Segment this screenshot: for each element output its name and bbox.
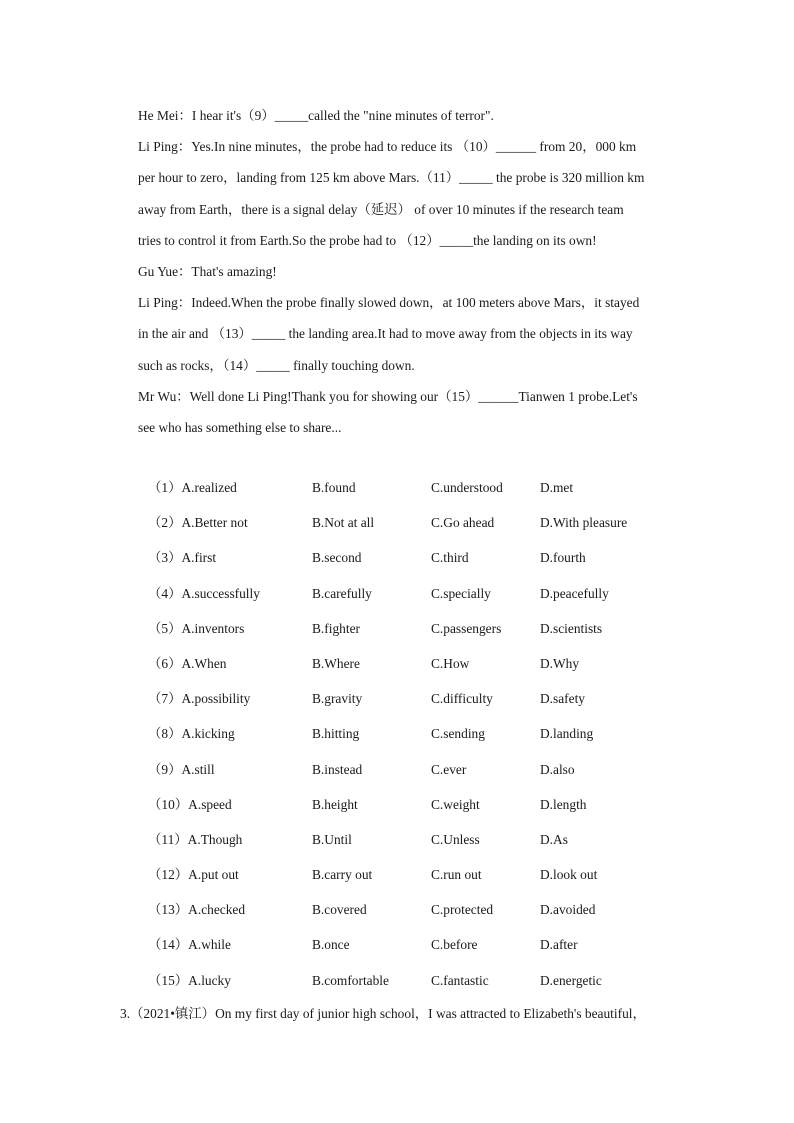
option-b: B.found bbox=[312, 480, 356, 495]
option-row-8 bbox=[148, 721, 668, 756]
option-row-4 bbox=[148, 581, 668, 616]
dialogue-line-7: Li Ping：Indeed.When the probe finally slowed down，at 100 meters above Mars，it stayed bbox=[138, 295, 640, 311]
option-c: C.understood bbox=[431, 480, 503, 495]
option-d: D.scientists bbox=[540, 620, 603, 636]
option-d: D.fourth bbox=[540, 550, 586, 566]
option-row-3 bbox=[148, 545, 668, 580]
option-c: C.sending bbox=[431, 726, 485, 742]
option-row-7 bbox=[148, 686, 668, 721]
option-row-10 bbox=[148, 792, 668, 827]
option-b: B.hitting bbox=[312, 726, 360, 742]
option-c: C.Unless bbox=[431, 831, 480, 847]
option-d: D.length bbox=[540, 796, 587, 812]
dialogue-line-2: Li Ping：Yes.In nine minutes，the probe had to reduce its （10）______ from 20，000 km bbox=[138, 139, 637, 155]
option-row-13 bbox=[148, 897, 668, 932]
option-d: D.With pleasure bbox=[540, 515, 628, 531]
option-c: C.before bbox=[431, 937, 478, 953]
option-c: C.Go ahead bbox=[431, 515, 495, 531]
option-b: B.fighter bbox=[312, 620, 360, 636]
option-c: C.run out bbox=[431, 867, 482, 883]
option-c: C.third bbox=[431, 550, 469, 566]
option-a: （6）A.When bbox=[148, 655, 227, 671]
option-a: （5）A.inventors bbox=[148, 620, 245, 636]
option-a: （12）A.put out bbox=[148, 867, 239, 883]
option-a: （15）A.lucky bbox=[148, 972, 231, 988]
option-row-12 bbox=[148, 862, 668, 897]
dialogue-line-11: see who has something else to share... bbox=[138, 420, 342, 436]
dialogue-line-4: away from Earth，there is a signal delay（延迟） of over 10 minutes if the research team bbox=[138, 201, 624, 217]
option-c: C.difficulty bbox=[431, 691, 493, 707]
option-d: D.safety bbox=[540, 691, 585, 707]
option-b: B.gravity bbox=[312, 691, 363, 707]
option-b: B.second bbox=[312, 550, 362, 566]
dialogue-line-6: Gu Yue：That's amazing! bbox=[138, 264, 277, 280]
option-d: D.met bbox=[540, 480, 574, 495]
option-a: （1）A.realized bbox=[148, 480, 237, 495]
option-b: B.comfortable bbox=[312, 972, 389, 988]
option-a: （4）A.successfully bbox=[148, 585, 260, 601]
dialogue-passage bbox=[138, 100, 675, 443]
option-a: （2）A.Better not bbox=[148, 515, 248, 531]
option-a: （13）A.checked bbox=[148, 902, 246, 918]
option-c: C.specially bbox=[431, 585, 491, 601]
option-row-6 bbox=[148, 651, 668, 686]
dialogue-line-1: He Mei：I hear it's（9）_____called the "nine minutes of terror". bbox=[138, 108, 494, 123]
option-a: （11）A.Though bbox=[148, 831, 243, 847]
option-d: D.look out bbox=[540, 867, 598, 883]
option-row-9 bbox=[148, 757, 668, 792]
dialogue-line-9: such as rocks，（14）_____ finally touching down. bbox=[138, 357, 415, 373]
option-d: D.energetic bbox=[540, 972, 602, 988]
option-b: B.once bbox=[312, 937, 350, 953]
option-a: （7）A.possibility bbox=[148, 691, 251, 707]
option-b: B.height bbox=[312, 796, 358, 812]
option-a: （10）A.speed bbox=[148, 796, 232, 812]
option-b: B.Where bbox=[312, 655, 360, 671]
option-b: B.Until bbox=[312, 831, 352, 847]
option-b: B.carefully bbox=[312, 585, 372, 601]
option-row-11 bbox=[148, 827, 668, 862]
option-a: （8）A.kicking bbox=[148, 726, 235, 742]
option-c: C.protected bbox=[431, 902, 494, 918]
option-c: C.How bbox=[431, 655, 470, 671]
option-a: （3）A.first bbox=[148, 550, 217, 566]
option-a: （9）A.still bbox=[148, 761, 215, 777]
option-row-5 bbox=[148, 616, 668, 651]
dialogue-line-10: Mr Wu：Well done Li Ping!Thank you for showing our（15）______Tianwen 1 probe.Let's bbox=[138, 388, 638, 404]
question-3-intro: 3.（2021•镇江）On my first day of junior high school，I was attracted to Elizabeth's beautiful， bbox=[120, 1006, 646, 1021]
option-c: C.ever bbox=[431, 761, 467, 777]
option-d: D.after bbox=[540, 937, 578, 953]
option-d: D.also bbox=[540, 761, 575, 777]
option-d: D.As bbox=[540, 831, 568, 847]
option-b: B.Not at all bbox=[312, 515, 375, 531]
option-row-15 bbox=[148, 968, 668, 1003]
dialogue-line-3: per hour to zero，landing from 125 km above Mars.（11）_____ the probe is 320 million km bbox=[138, 170, 645, 186]
option-d: D.peacefully bbox=[540, 585, 609, 601]
option-c: C.fantastic bbox=[431, 972, 489, 988]
option-row-1 bbox=[148, 475, 668, 510]
dialogue-line-5: tries to control it from Earth.So the probe had to （12）_____the landing on its own! bbox=[138, 232, 597, 248]
option-c: C.weight bbox=[431, 796, 480, 812]
option-row-14 bbox=[148, 932, 668, 967]
answer-options bbox=[148, 475, 668, 1003]
option-b: B.covered bbox=[312, 902, 367, 918]
option-b: B.carry out bbox=[312, 867, 373, 883]
option-d: D.avoided bbox=[540, 902, 596, 918]
option-d: D.Why bbox=[540, 655, 580, 671]
option-b: B.instead bbox=[312, 761, 363, 777]
dialogue-line-8: in the air and （13）_____ the landing area.It had to move away from the objects in its way bbox=[138, 326, 633, 342]
option-c: C.passengers bbox=[431, 620, 502, 636]
option-a: （14）A.while bbox=[148, 937, 231, 953]
option-row-2 bbox=[148, 510, 668, 545]
option-d: D.landing bbox=[540, 726, 594, 742]
